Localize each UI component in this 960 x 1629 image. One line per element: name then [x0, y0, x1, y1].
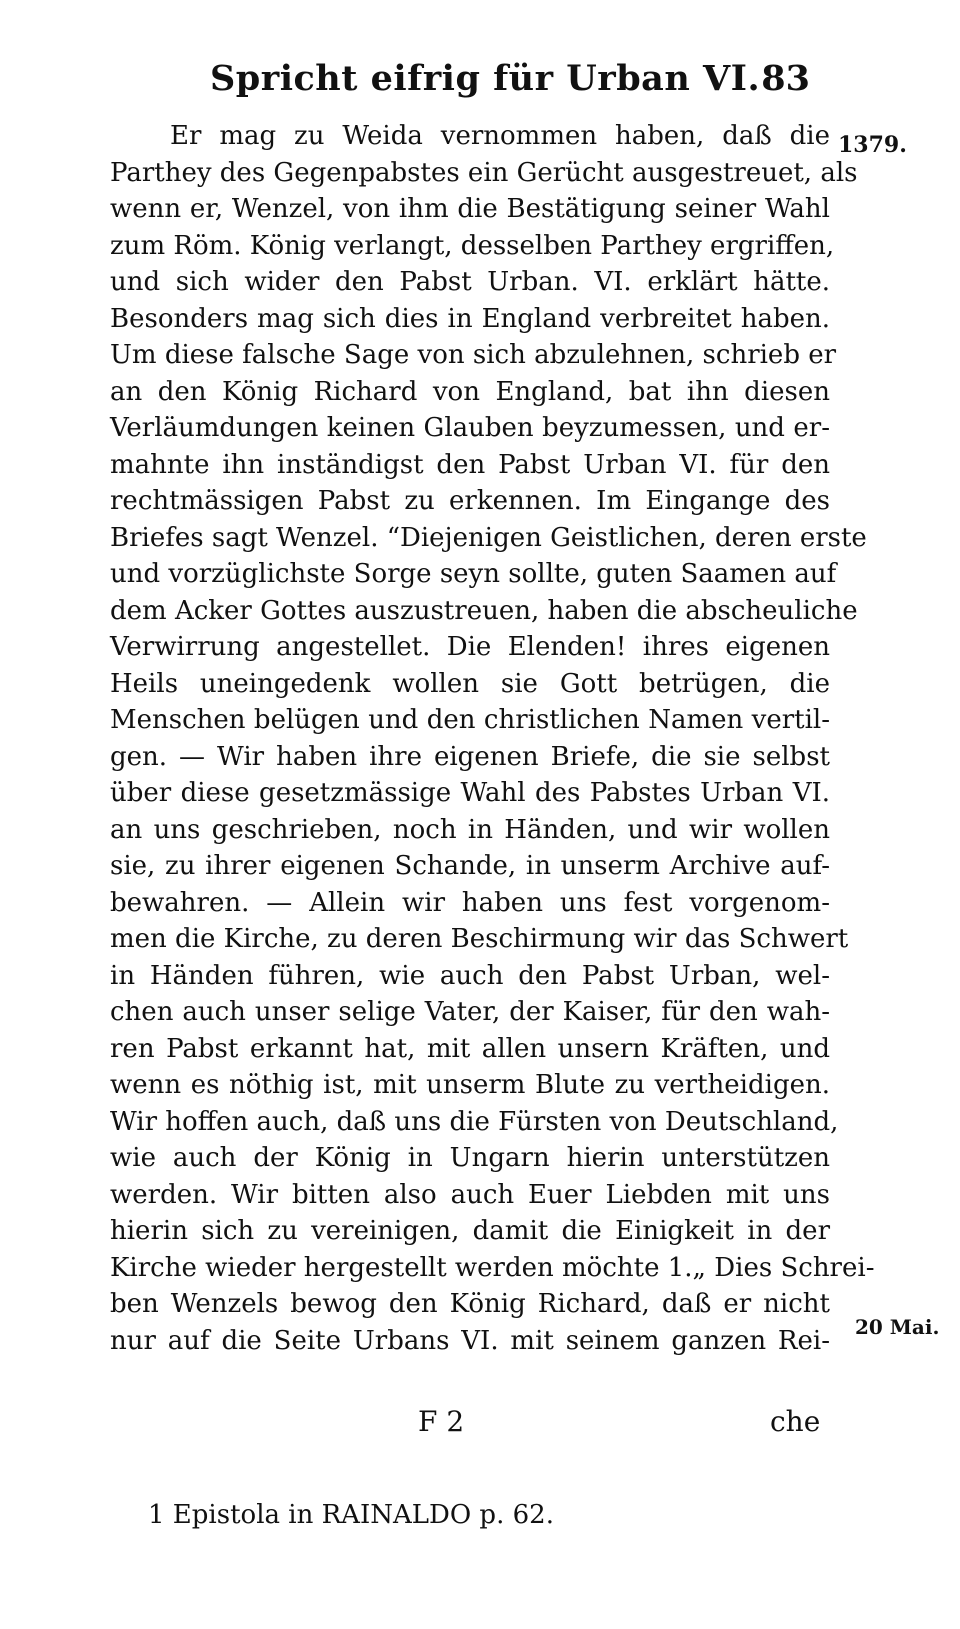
text-line: sie, zu ihrer eigenen Schande, in unserm Archive auf-	[110, 851, 830, 881]
text-line: rechtmässigen Pabst zu erkennen. Im Eingange des	[110, 486, 830, 516]
running-head: Spricht eifrig für Urban VI.	[210, 58, 761, 99]
text-line: Briefes sagt Wenzel. “Diejenigen Geistlichen, deren erste	[110, 522, 867, 553]
text-line: Heils uneingedenk wollen sie Gott betrügen, die	[110, 668, 830, 699]
text-line: bewahren. — Allein wir haben uns fest vorgenom-	[110, 887, 830, 918]
text-line: nur auf die Seite Urbans VI. mit seinem ganzen Rei-	[110, 1325, 830, 1356]
text-line: Er mag zu Weida vernommen haben, daß die	[170, 121, 830, 151]
text-line: hierin sich zu vereinigen, damit die Einigkeit in der	[110, 1216, 830, 1246]
text-line: ren Pabst erkannt hat, mit allen unsern Kräften, und	[110, 1033, 830, 1064]
text-line: über diese gesetzmässige Wahl des Pabstes Urban VI.	[110, 778, 830, 808]
footnote: 1 Epistola in RAINALDO p. 62.	[148, 1500, 554, 1530]
text-line: Verwirrung angestellet. Die Elenden! ihres eigenen	[110, 632, 830, 662]
page-header	[210, 58, 810, 108]
text-line: Parthey des Gegenpabstes ein Gerücht ausgestreuet, als	[110, 157, 858, 188]
text-line: in Händen führen, wie auch den Pabst Urban, wel-	[110, 960, 830, 991]
text-line: wie auch der König in Ungarn hierin unterstützen	[110, 1143, 830, 1173]
text-line: Kirche wieder hergestellt werden möchte 1.„ Dies Schrei-	[110, 1252, 875, 1283]
text-line: wenn er, Wenzel, von ihm die Bestätigung seiner Wahl	[110, 194, 830, 224]
text-line: ben Wenzels bewog den König Richard, daß er nicht	[110, 1289, 830, 1319]
margin-note-date: 20 Mai.	[855, 1315, 940, 1339]
text-line: men die Kirche, zu deren Beschirmung wir das Schwert	[110, 924, 849, 954]
text-line: an den König Richard von England, bat ihn diesen	[110, 376, 830, 407]
catchword: che	[770, 1405, 821, 1438]
text-line: Um diese falsche Sage von sich abzulehnen, schrieb er	[110, 340, 837, 370]
text-line: an uns geschrieben, noch in Händen, und wir wollen	[110, 814, 830, 845]
text-line: dem Acker Gottes auszustreuen, haben die abscheuliche	[110, 595, 858, 626]
text-line: mahnte ihn inständigst den Pabst Urban VI. für den	[110, 449, 830, 480]
text-line: werden. Wir bitten also auch Euer Liebden mit uns	[110, 1179, 830, 1210]
text-line: wenn es nöthig ist, mit unserm Blute zu vertheidigen.	[110, 1070, 830, 1100]
page-number: 83	[761, 58, 810, 99]
margin-note-year: 1379.	[838, 132, 907, 158]
text-line: Verläumdungen keinen Glauben beyzumessen, und er-	[110, 413, 830, 443]
text-line: Wir hoffen auch, daß uns die Fürsten von Deutschland,	[110, 1106, 839, 1137]
text-line: und vorzüglichste Sorge seyn sollte, guten Saamen auf	[110, 559, 837, 589]
text-line: Besonders mag sich dies in England verbreitet haben.	[110, 303, 830, 334]
text-line: und sich wider den Pabst Urban. VI. erklärt hätte.	[110, 267, 830, 297]
text-line: gen. — Wir haben ihre eigenen Briefe, die sie selbst	[110, 741, 830, 772]
text-line: Menschen belügen und den christlichen Namen vertil-	[110, 705, 830, 735]
text-line: zum Röm. König verlangt, desselben Parthey ergriffen,	[110, 230, 835, 261]
text-line: chen auch unser selige Vater, der Kaiser, für den wah-	[110, 997, 830, 1027]
signature-mark: F 2	[418, 1405, 465, 1438]
